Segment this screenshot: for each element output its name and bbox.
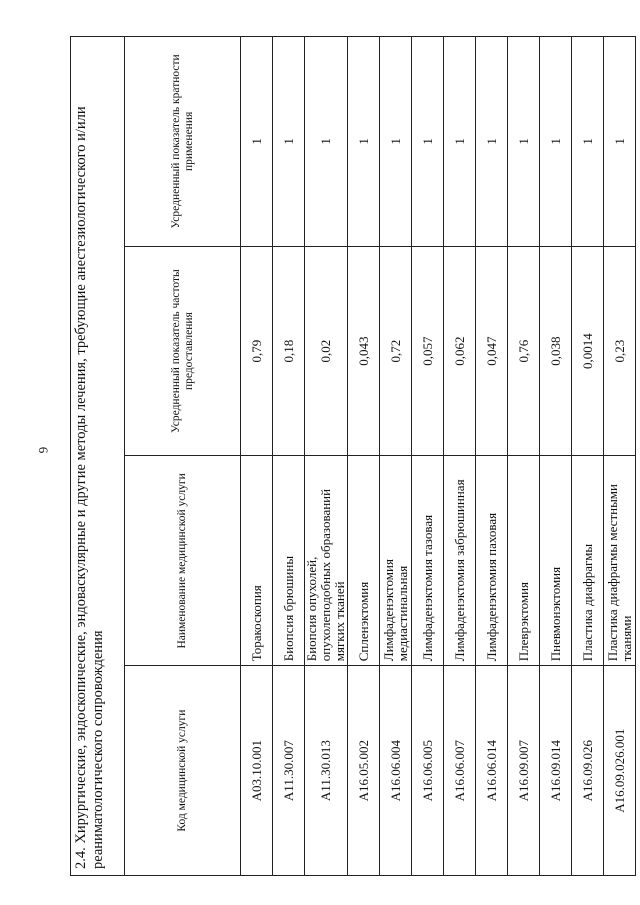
cell-frequency: 0,02 — [305, 246, 348, 456]
cell-name: Лимфаденэктомия забрюшинная — [444, 456, 476, 666]
cell-name: Лимфаденэктомия паховая — [476, 456, 508, 666]
cell-multiplicity: 1 — [241, 37, 273, 247]
cell-name: Спленэктомия — [348, 456, 380, 666]
cell-frequency: 0,0014 — [572, 246, 604, 456]
table-row — [476, 37, 508, 876]
cell-code: A11.30.007 — [273, 666, 305, 876]
cell-frequency: 0,72 — [380, 246, 412, 456]
cell-frequency: 0,043 — [348, 246, 380, 456]
cell-frequency: 0,057 — [412, 246, 444, 456]
cell-frequency: 0,79 — [241, 246, 273, 456]
services-table — [70, 36, 636, 876]
cell-name: Лимфаденэктомия тазовая — [412, 456, 444, 666]
table-row — [348, 37, 380, 876]
cell-multiplicity: 1 — [476, 37, 508, 247]
table-row — [604, 37, 636, 876]
cell-code: A03.10.001 — [241, 666, 273, 876]
cell-multiplicity: 1 — [348, 37, 380, 247]
cell-name: Торакоскопия — [241, 456, 273, 666]
cell-name: Биопсия брюшины — [273, 456, 305, 666]
cell-frequency: 0,038 — [540, 246, 572, 456]
cell-name: Лимфаденэктомия медиастинальная — [380, 456, 412, 666]
cell-frequency: 0,18 — [273, 246, 305, 456]
cell-code: A16.09.014 — [540, 666, 572, 876]
table-row — [380, 37, 412, 876]
cell-code: A16.09.026 — [572, 666, 604, 876]
cell-code: A11.30.013 — [305, 666, 348, 876]
section-title-row — [71, 37, 125, 876]
table-row — [572, 37, 604, 876]
cell-multiplicity: 1 — [444, 37, 476, 247]
cell-multiplicity: 1 — [305, 37, 348, 247]
cell-multiplicity: 1 — [273, 37, 305, 247]
cell-multiplicity: 1 — [540, 37, 572, 247]
cell-name: Пневмонэктомия — [540, 456, 572, 666]
table-row — [508, 37, 540, 876]
header-frequency: Усредненный показатель частоты предоставления — [125, 246, 241, 456]
cell-multiplicity: 1 — [604, 37, 636, 247]
cell-name: Пластика диафрагмы — [572, 456, 604, 666]
header-row — [125, 37, 241, 876]
services-table-container — [70, 36, 634, 876]
cell-code: A16.09.026.001 — [604, 666, 636, 876]
page-number: 6 — [36, 446, 51, 454]
cell-code: A16.05.002 — [348, 666, 380, 876]
cell-frequency: 0,23 — [604, 246, 636, 456]
cell-name: Пластика диафрагмы местными тканями — [604, 456, 636, 666]
table-row — [241, 37, 273, 876]
cell-frequency: 0,047 — [476, 246, 508, 456]
header-name: Наименование медицинской услуги — [125, 456, 241, 666]
cell-multiplicity: 1 — [380, 37, 412, 247]
cell-multiplicity: 1 — [572, 37, 604, 247]
table-row — [444, 37, 476, 876]
cell-code: A16.06.005 — [412, 666, 444, 876]
cell-multiplicity: 1 — [412, 37, 444, 247]
table-row — [540, 37, 572, 876]
cell-name: Плеврэктомия — [508, 456, 540, 666]
cell-code: A16.06.004 — [380, 666, 412, 876]
cell-code: A16.06.007 — [444, 666, 476, 876]
cell-name: Биопсия опухолей, опухолеподобных образований мягких тканей — [305, 456, 348, 666]
cell-multiplicity: 1 — [508, 37, 540, 247]
cell-code: A16.06.014 — [476, 666, 508, 876]
header-code: Код медицинской услуги — [125, 666, 241, 876]
cell-frequency: 0,062 — [444, 246, 476, 456]
section-title: 2.4. Хирургические, эндоскопические, эндоваскулярные и другие методы лечения, требующие анестезиологического и/или реаниматологического сопровождения — [71, 37, 125, 876]
header-multiplicity: Усредненный показатель кратности применения — [125, 37, 241, 247]
cell-frequency: 0,76 — [508, 246, 540, 456]
table-row — [273, 37, 305, 876]
table-row — [412, 37, 444, 876]
table-row — [305, 37, 348, 876]
cell-code: A16.09.007 — [508, 666, 540, 876]
table-body — [241, 37, 636, 876]
